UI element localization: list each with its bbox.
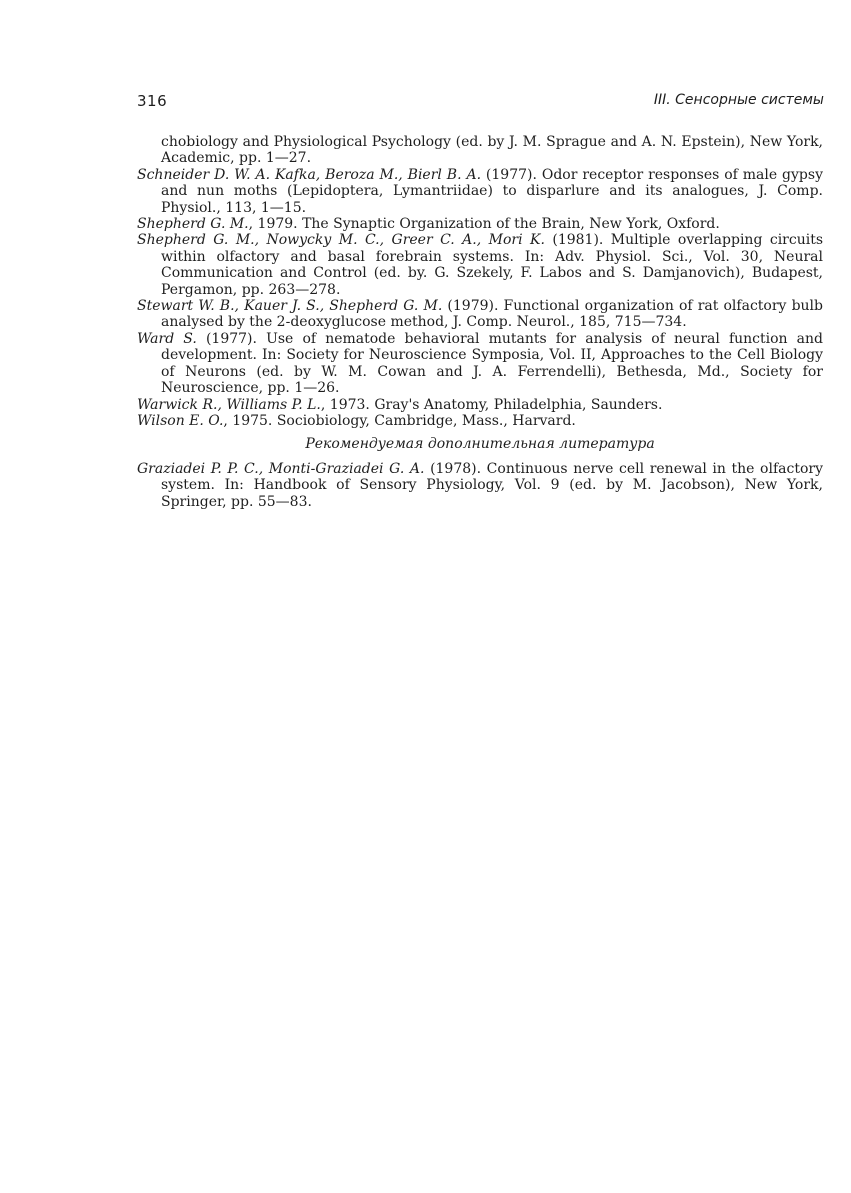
reference-authors: Stewart W. B., Kauer J. S., Shepherd G. M. (137, 298, 443, 315)
reference-entry (137, 232, 823, 298)
reference-entry: chobiology and Physiological Psychology (ed. by J. M. Sprague and A. N. Epstein), New York, Academic, pp. 1—27. (161, 134, 823, 167)
reference-authors: Wilson E. O. (137, 412, 224, 429)
running-title: III. Сенсорные системы (653, 92, 824, 108)
reference-text: , 1979. The Synaptic Organization of the Brain, New York, Oxford. (248, 216, 720, 233)
reference-text: (1977). Odor receptor responses of male gypsy and nun moths (Lepidoptera, Lymantriidae) to disparlure and its analogues, J. Comp. Physiol., 113, 1—15. (161, 166, 823, 216)
reference-entry (137, 413, 823, 429)
reference-entry (137, 397, 823, 413)
reference-entry (137, 216, 823, 232)
reference-entry (137, 331, 823, 397)
reference-text: , 1973. Gray's Anatomy, Philadelphia, Saunders. (320, 396, 663, 413)
reference-text: (1981). Multiple overlapping circuits within olfactory and basal forebrain systems. In: Adv. Physiol. Sci., Vol. 30, Neural Communication and Control (ed. by. G. Szekely, F. Labos and S. Damjanovich), Budapest, Pergamon, pp. 263—278. (161, 232, 824, 298)
reference-entry (137, 461, 823, 510)
reference-entry (137, 167, 823, 216)
reference-authors: Graziadei P. P. C., Monti-Graziadei G. A. (137, 460, 425, 477)
reference-authors: Warwick R., Williams P. L. (137, 396, 321, 413)
reference-authors: Shepherd G. M., Nowycky M. C., Greer C. A., Mori K. (137, 232, 545, 249)
reference-list (137, 134, 823, 510)
page-number: 316 (137, 92, 168, 110)
reference-text: (1977). Use of nematode behavioral mutants for analysis of neural function and development. In: Society for Neuroscience Symposia, Vol. II, Approaches to the Cell Biology of Neurons (ed. by W. M. Cowan and J. A. Ferrendelli), Bethesda, Md., Society for Neuroscience, pp. 1—26. (161, 330, 823, 397)
reference-text: , 1975. Sociobiology, Cambridge, Mass., Harvard. (223, 412, 576, 429)
reference-text: (1979). Functional organization of rat olfactory bulb analysed by the 2-deoxyglucose method, J. Comp. Neurol., 185, 715—734. (161, 298, 823, 331)
recommended-heading: Рекомендуемая дополнительная литература (305, 436, 655, 453)
page-header (137, 92, 824, 114)
reference-authors: Schneider D. W. A. Kafka, Beroza M., Bierl B. A. (137, 166, 482, 183)
reference-authors: Shepherd G. M. (137, 216, 249, 233)
reference-text: (1978). Continuous nerve cell renewal in the olfactory system. In: Handbook of Sensory Physiology, Vol. 9 (ed. by M. Jacobson), New York, Springer, pp. 55—83. (161, 460, 823, 510)
reference-entry (137, 298, 823, 331)
reference-authors: Ward S. (137, 330, 197, 347)
